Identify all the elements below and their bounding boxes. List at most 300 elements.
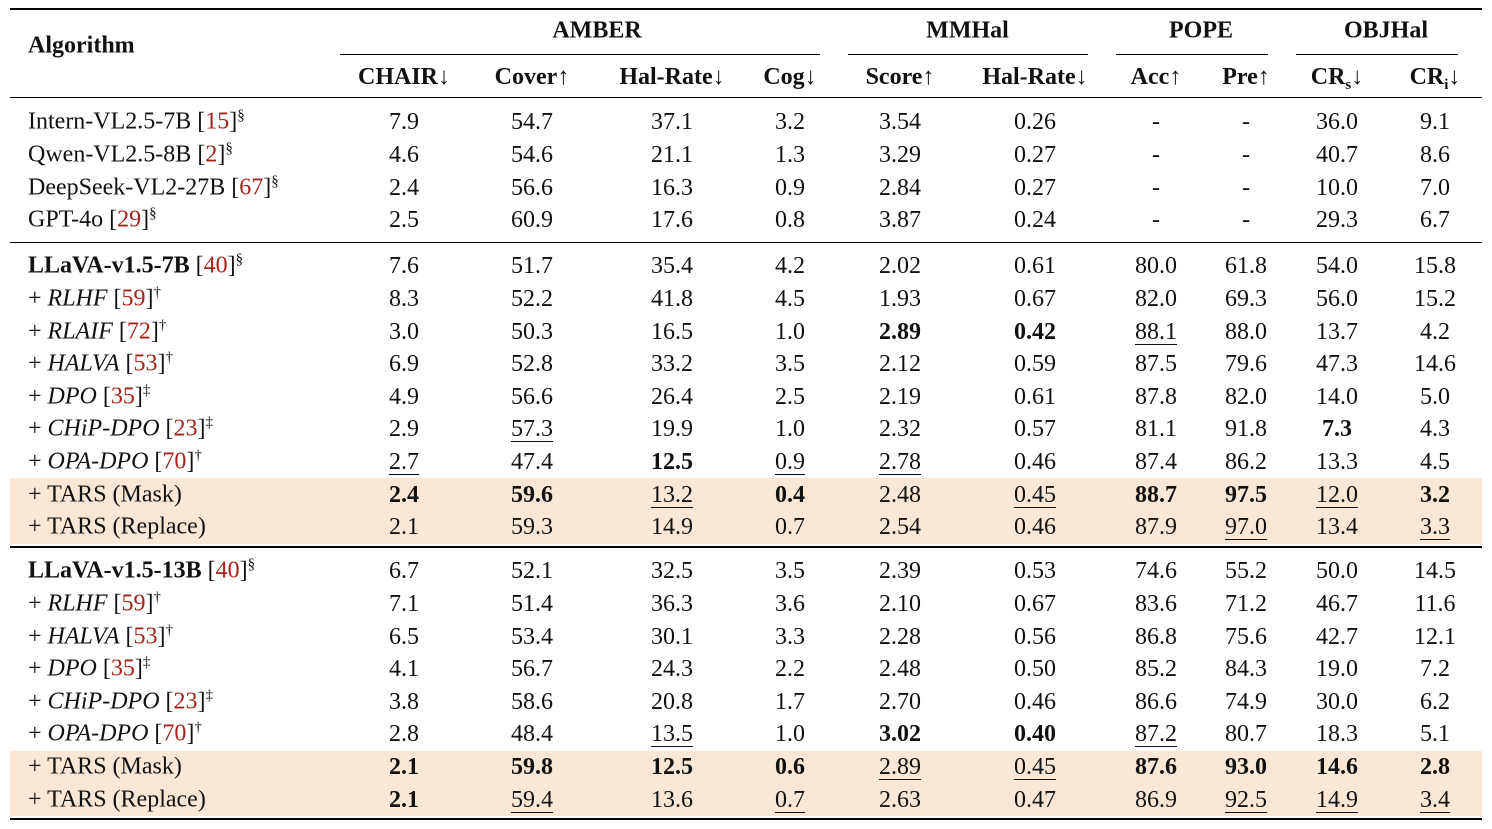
table-cell: 7.1	[389, 590, 419, 617]
row-prefix: +	[28, 688, 48, 715]
table-cell: 4.6	[389, 141, 419, 168]
group-rule	[848, 54, 1088, 55]
bracket: ]	[150, 318, 159, 344]
table-cell: 30.0	[1316, 688, 1358, 715]
method-name: GPT-4o	[28, 206, 104, 233]
table-cell: 10.0	[1316, 174, 1358, 201]
table-cell: 11.6	[1414, 590, 1456, 617]
table-cell: 87.2	[1135, 721, 1177, 748]
table-cell: 0.4	[775, 481, 805, 508]
table-cell: 1.0	[775, 416, 805, 443]
method-name: TARS (Replace)	[47, 786, 206, 812]
table-cell: 4.9	[389, 383, 419, 410]
table-cell: 47.4	[511, 448, 553, 475]
table-cell: 91.8	[1225, 416, 1267, 443]
column-header-label: Hal-Rate↓	[982, 64, 1088, 90]
table-cell: 8.6	[1420, 141, 1450, 168]
algorithm-name	[28, 416, 213, 443]
citation-ref: 2	[205, 141, 218, 168]
citation-ref: 35	[110, 655, 135, 682]
table-cell: 2.8	[1420, 753, 1450, 780]
column-header-label: Hal-Rate↓	[619, 64, 725, 90]
group-header-amber: AMBER	[552, 17, 642, 44]
bracket: ]	[186, 720, 195, 747]
column-header	[1222, 65, 1270, 89]
row-prefix: +	[28, 753, 48, 780]
table-cell: 18.3	[1316, 721, 1358, 748]
table-cell: 4.3	[1420, 416, 1450, 443]
table-cell: 14.5	[1414, 558, 1456, 585]
table-cell: 57.3	[511, 416, 553, 443]
table-cell: 7.3	[1322, 416, 1352, 443]
table-cell: 14.9	[1316, 786, 1358, 813]
row-prefix: +	[28, 481, 48, 507]
table-cell: 0.46	[1014, 688, 1056, 715]
footnote-mark: †	[153, 284, 162, 301]
table-cell: 2.1	[389, 786, 419, 813]
column-header-subscript: i	[1444, 77, 1449, 93]
table-cell: 48.4	[511, 721, 553, 748]
table-cell: 30.1	[651, 623, 693, 650]
table-cell: 80.0	[1135, 253, 1177, 280]
bracket: [	[107, 590, 122, 617]
table-cell: 15.2	[1414, 285, 1456, 312]
table-cell: 4.2	[775, 253, 805, 280]
algorithm-name	[28, 721, 202, 748]
group-header-objhal: OBJHal	[1343, 17, 1429, 44]
table-cell: 6.2	[1420, 688, 1450, 715]
method-name: DPO	[47, 383, 97, 410]
table-cell: 83.6	[1135, 590, 1177, 617]
table-cell: 40.7	[1316, 141, 1358, 168]
bracket: [	[112, 318, 127, 344]
table-cell: 0.27	[1014, 141, 1056, 168]
footnote-mark: †	[165, 349, 174, 366]
table-cell: 86.8	[1135, 623, 1177, 650]
row-prefix: +	[28, 318, 48, 344]
column-header	[1409, 64, 1461, 93]
section-rule	[10, 546, 1482, 548]
table-cell: 2.02	[879, 253, 921, 280]
table-cell: 0.47	[1014, 786, 1056, 813]
footnote-mark: §	[235, 251, 244, 268]
table-cell: 97.0	[1225, 514, 1267, 541]
table-cell: 5.0	[1420, 383, 1450, 410]
table-cell: 36.0	[1316, 109, 1358, 136]
table-cell: -	[1152, 207, 1160, 234]
bracket: ]	[186, 448, 195, 475]
method-name: LLaVA-v1.5-13B	[28, 557, 202, 584]
column-header-label: CHAIR↓	[357, 64, 451, 90]
table-cell: 2.39	[879, 558, 921, 585]
citation-ref: 35	[110, 383, 135, 410]
bracket: ]	[217, 141, 226, 168]
algorithm-name	[28, 351, 173, 378]
bracket: [	[148, 720, 163, 747]
bracket: ]	[157, 350, 166, 377]
algorithm-name	[28, 285, 161, 312]
method-name: Qwen-VL2.5-8B	[28, 141, 192, 168]
table-cell: 0.7	[775, 514, 805, 541]
table-cell: 1.0	[775, 721, 805, 748]
table-cell: 82.0	[1225, 383, 1267, 410]
table-cell: 2.89	[879, 753, 921, 780]
table-cell: 2.63	[879, 786, 921, 813]
column-header-label: Cog↓	[763, 64, 817, 90]
table-cell: 1.93	[879, 285, 921, 312]
table-cell: 0.8	[775, 207, 805, 234]
table-cell: 21.1	[651, 141, 693, 168]
table-cell: 59.8	[511, 753, 553, 780]
citation-ref: 53	[133, 623, 158, 649]
table-cell: 36.3	[651, 590, 693, 617]
table-cell: 33.2	[651, 351, 693, 378]
column-header	[763, 65, 816, 89]
citation-ref: 59	[121, 285, 146, 312]
algorithm-name	[28, 688, 213, 715]
table-cell: 29.3	[1316, 207, 1358, 234]
bracket: [	[107, 285, 122, 312]
table-cell: 52.8	[511, 351, 553, 378]
table-cell: 87.5	[1135, 351, 1177, 378]
bracket: [	[96, 383, 111, 410]
citation-ref: 53	[133, 350, 158, 377]
column-header-label: Pre↑	[1222, 64, 1270, 90]
table-cell: 13.5	[651, 721, 693, 748]
table-cell: 54.6	[511, 141, 553, 168]
bottom-rule	[10, 818, 1482, 820]
algorithm-name	[28, 558, 255, 585]
table-cell: 6.9	[389, 351, 419, 378]
table-cell: 3.2	[775, 109, 805, 136]
algorithm-name	[28, 253, 243, 280]
row-prefix: +	[28, 720, 48, 747]
table-cell: 32.5	[651, 558, 693, 585]
column-header-label: Score↑	[865, 64, 935, 90]
table-cell: 24.3	[651, 656, 693, 683]
table-cell: 3.4	[1420, 786, 1450, 813]
header-rule	[10, 97, 1482, 98]
table-cell: 3.5	[775, 351, 805, 378]
bracket: ]	[145, 285, 154, 312]
column-header	[1310, 64, 1364, 93]
table-cell: 4.2	[1420, 318, 1450, 345]
citation-ref: 23	[173, 415, 198, 442]
footnote-mark: †	[153, 589, 162, 606]
method-name: DeepSeek-VL2-27B	[28, 174, 226, 200]
table-cell: 3.8	[389, 688, 419, 715]
algorithm-name	[28, 623, 173, 650]
table-cell: 6.5	[389, 623, 419, 650]
table-cell: 3.0	[389, 318, 419, 345]
table-cell: 56.0	[1316, 285, 1358, 312]
table-cell: 0.46	[1014, 514, 1056, 541]
table-cell: 3.87	[879, 207, 921, 234]
column-header	[866, 65, 935, 89]
table-cell: 56.6	[511, 383, 553, 410]
table-cell: 8.3	[389, 285, 419, 312]
citation-ref: 40	[215, 557, 240, 584]
algorithm-name	[28, 141, 233, 168]
group-rule	[1296, 54, 1458, 55]
bracket: ]	[197, 688, 206, 715]
table-cell: 0.27	[1014, 174, 1056, 201]
method-name: Intern-VL2.5-7B	[28, 108, 192, 135]
footnote-mark: §	[225, 140, 233, 157]
bracket: [	[191, 108, 206, 135]
bracket: ]	[157, 623, 166, 649]
table-cell: 14.6	[1316, 753, 1358, 780]
table-cell: 12.0	[1316, 481, 1358, 508]
top-rule	[10, 8, 1482, 10]
table-cell: 0.6	[775, 753, 805, 780]
table-cell: 0.46	[1014, 448, 1056, 475]
table-cell: 2.84	[879, 174, 921, 201]
table-cell: 26.4	[651, 383, 693, 410]
method-name: HALVA	[47, 350, 120, 377]
footnote-mark: ‡	[205, 687, 214, 704]
footnote-mark: ‡	[205, 414, 214, 431]
table-cell: 15.8	[1414, 253, 1456, 280]
table-cell: 12.1	[1414, 623, 1456, 650]
table-cell: 1.7	[775, 688, 805, 715]
table-cell: 0.42	[1014, 318, 1056, 345]
table-cell: 3.54	[879, 109, 921, 136]
bracket: [	[119, 350, 134, 377]
citation-ref: 59	[121, 590, 146, 617]
table-cell: 16.5	[651, 318, 693, 345]
row-prefix: +	[28, 350, 48, 377]
footnote-mark: †	[194, 447, 202, 464]
column-header	[982, 65, 1087, 89]
table-cell: 88.0	[1225, 318, 1267, 345]
bracket: [	[201, 557, 216, 584]
table-cell: 4.5	[775, 285, 805, 312]
method-name: TARS (Replace)	[47, 513, 206, 540]
table-cell: 42.7	[1316, 623, 1358, 650]
table-cell: 58.6	[511, 688, 553, 715]
table-cell: 2.1	[389, 753, 419, 780]
table-cell: 3.29	[879, 141, 921, 168]
table-cell: 7.9	[389, 109, 419, 136]
algorithm-name	[28, 207, 157, 234]
bracket: ]	[239, 557, 248, 584]
table-cell: 2.32	[879, 416, 921, 443]
table-cell: 0.40	[1014, 721, 1056, 748]
table-cell: 0.9	[775, 448, 805, 475]
table-cell: 51.7	[511, 253, 553, 280]
algorithm-header: Algorithm	[28, 32, 135, 59]
table-cell: 93.0	[1225, 753, 1267, 780]
table-cell: 59.6	[511, 481, 553, 508]
method-name: OPA-DPO	[47, 720, 149, 747]
table-cell: 13.7	[1316, 318, 1358, 345]
table-cell: 19.0	[1316, 656, 1358, 683]
column-header-arrow: ↓	[1448, 64, 1461, 90]
table-cell: 55.2	[1225, 558, 1267, 585]
table-cell: 88.7	[1135, 481, 1177, 508]
table-cell: 74.9	[1225, 688, 1267, 715]
table-cell: 59.3	[511, 514, 553, 541]
table-cell: 0.50	[1014, 656, 1056, 683]
table-cell: 6.7	[1420, 207, 1450, 234]
column-header	[619, 65, 724, 89]
citation-ref: 23	[173, 688, 198, 715]
table-cell: 2.10	[879, 590, 921, 617]
column-header-label: CR	[1310, 64, 1346, 90]
method-name: RLHF	[47, 590, 108, 617]
method-name: RLHF	[47, 285, 108, 312]
citation-ref: 70	[162, 448, 187, 475]
algorithm-name	[28, 109, 245, 136]
algorithm-name	[28, 514, 206, 541]
footnote-mark: §	[149, 205, 157, 222]
algorithm-name	[28, 656, 150, 683]
table-cell: 47.3	[1316, 351, 1358, 378]
table-cell: 2.2	[775, 656, 805, 683]
group-header-mmhal: MMHal	[926, 17, 1009, 44]
column-header-label: Cover↑	[494, 64, 570, 90]
table-cell: 60.9	[511, 207, 553, 234]
row-prefix: +	[28, 415, 48, 442]
table-cell: -	[1242, 141, 1250, 168]
method-name: TARS (Mask)	[47, 753, 182, 780]
table-cell: 0.45	[1014, 753, 1056, 780]
citation-ref: 40	[203, 252, 228, 279]
table-cell: -	[1242, 207, 1250, 234]
table-cell: 0.9	[775, 174, 805, 201]
table-cell: 3.2	[1420, 481, 1450, 508]
table-cell: 50.3	[511, 318, 553, 345]
table-cell: 7.2	[1420, 656, 1450, 683]
table-cell: 2.5	[389, 207, 419, 234]
table-cell: 2.7	[389, 448, 419, 475]
table-cell: 2.28	[879, 623, 921, 650]
table-cell: -	[1152, 174, 1160, 201]
table-cell: 0.56	[1014, 623, 1056, 650]
column-header	[1131, 65, 1182, 89]
table-cell: 13.2	[651, 481, 693, 508]
row-prefix: +	[28, 590, 48, 617]
footnote-mark: §	[247, 556, 256, 573]
table-cell: 1.0	[775, 318, 805, 345]
row-prefix: +	[28, 513, 48, 540]
table-cell: -	[1152, 109, 1160, 136]
table-cell: 88.1	[1135, 318, 1177, 345]
bracket: [	[159, 415, 174, 442]
table-cell: 2.78	[879, 448, 921, 475]
table-cell: 54.7	[511, 109, 553, 136]
table-cell: 75.6	[1225, 623, 1267, 650]
table-cell: 2.4	[389, 481, 419, 508]
table-cell: 84.3	[1225, 656, 1267, 683]
table-cell: -	[1242, 174, 1250, 201]
table-cell: 2.48	[879, 656, 921, 683]
citation-ref: 29	[117, 206, 142, 233]
column-header-label: CR	[1409, 64, 1445, 90]
citation-ref: 15	[205, 108, 230, 135]
table-cell: 71.2	[1225, 590, 1267, 617]
footnote-mark: †	[194, 719, 202, 736]
table-cell: 56.6	[511, 174, 553, 201]
table-cell: 6.7	[389, 558, 419, 585]
table-cell: 86.2	[1225, 448, 1267, 475]
bracket: ]	[229, 108, 238, 135]
bracket: ]	[227, 252, 236, 279]
table-cell: 7.0	[1420, 174, 1450, 201]
bracket: ]	[141, 206, 150, 233]
column-header-arrow: ↓	[1351, 64, 1364, 90]
table-cell: 37.1	[651, 109, 693, 136]
table-cell: 13.4	[1316, 514, 1358, 541]
results-table	[10, 8, 1482, 821]
bracket: [	[103, 206, 118, 233]
table-cell: 69.3	[1225, 285, 1267, 312]
method-name: CHiP-DPO	[47, 415, 160, 442]
method-name: RLAIF	[47, 318, 113, 344]
bracket: ]	[145, 590, 154, 617]
table-cell: 35.4	[651, 253, 693, 280]
footnote-mark: §	[271, 173, 279, 189]
citation-ref: 67	[239, 174, 264, 200]
table-cell: 12.5	[651, 448, 693, 475]
row-prefix: +	[28, 655, 48, 682]
table-cell: 3.5	[775, 558, 805, 585]
table-cell: 61.8	[1225, 253, 1267, 280]
table-cell: 0.53	[1014, 558, 1056, 585]
table-cell: 2.54	[879, 514, 921, 541]
table-cell: 0.61	[1014, 383, 1056, 410]
algorithm-name	[28, 786, 206, 813]
table-cell: 92.5	[1225, 786, 1267, 813]
table-cell: 1.3	[775, 141, 805, 168]
footnote-mark: †	[165, 622, 174, 638]
section-rule	[10, 242, 1482, 243]
table-cell: 86.9	[1135, 786, 1177, 813]
algorithm-name	[28, 753, 182, 780]
table-cell: 2.8	[389, 721, 419, 748]
table-cell: 85.2	[1135, 656, 1177, 683]
table-cell: 2.5	[775, 383, 805, 410]
table-cell: 0.7	[775, 786, 805, 813]
method-name: OPA-DPO	[47, 448, 149, 475]
method-name: HALVA	[47, 623, 120, 649]
bracket: [	[189, 252, 204, 279]
method-name: LLaVA-v1.5-7B	[28, 252, 190, 279]
bracket: [	[159, 688, 174, 715]
footnote-mark: ‡	[142, 382, 151, 399]
table-cell: 2.70	[879, 688, 921, 715]
table-cell: 17.6	[651, 207, 693, 234]
table-cell: 0.26	[1014, 109, 1056, 136]
table-cell: 14.9	[651, 514, 693, 541]
table-cell: 14.6	[1414, 351, 1456, 378]
algorithm-name	[28, 174, 279, 201]
footnote-mark: †	[158, 317, 167, 333]
bracket: [	[119, 623, 134, 649]
table-cell: 7.6	[389, 253, 419, 280]
table-cell: 0.67	[1014, 285, 1056, 312]
method-name: TARS (Mask)	[47, 481, 182, 507]
row-prefix: +	[28, 786, 48, 812]
table-cell: 54.0	[1316, 253, 1358, 280]
method-name: CHiP-DPO	[47, 688, 160, 715]
group-header-pope: POPE	[1169, 17, 1233, 44]
table-cell: 0.67	[1014, 590, 1056, 617]
table-cell: 0.45	[1014, 481, 1056, 508]
table-cell: 74.6	[1135, 558, 1177, 585]
citation-ref: 70	[162, 720, 187, 747]
